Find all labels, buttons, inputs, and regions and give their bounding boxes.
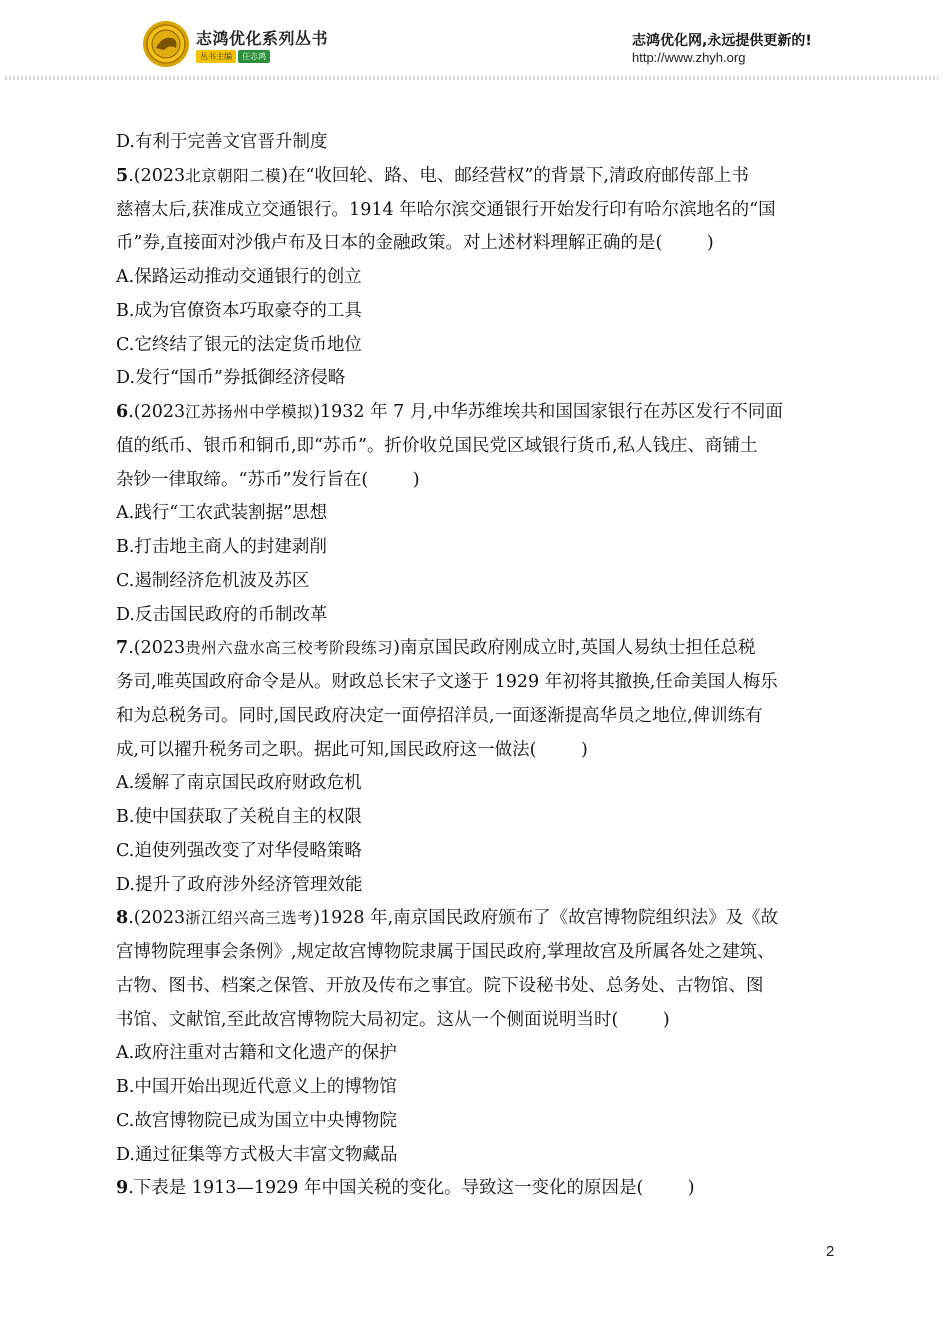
source-open: .( — [128, 402, 141, 422]
question-6-line-3: 杂钞一律取缔。“苏币”发行旨在( ) — [116, 469, 420, 490]
site-slogan: 志鸿优化网,永远提供更新的! — [632, 33, 812, 49]
source-open: .( — [128, 638, 141, 659]
source-year: 2023 — [140, 402, 186, 422]
question-stem: )1932 年 7 月,中华苏维埃共和国国家银行在苏区发行不同面 — [313, 402, 783, 422]
question-5-line-3: 币”券,直接面对沙俄卢布及日本的金融政策。对上述材料理解正确的是( ) — [116, 233, 714, 254]
option-a: A.践行“工农武装割据”思想 — [116, 503, 328, 524]
option-d: D.通过征集等方式极大丰富文物藏品 — [116, 1144, 398, 1165]
source-year: 2023 — [140, 908, 186, 929]
question-5-line-2: 慈禧太后,获准成立交通银行。1914 年哈尔滨交通银行开始发行印有哈尔滨地名的“国 — [116, 199, 776, 220]
question-7-line-4: 成,可以擢升税务司之职。据此可知,国民政府这一做法( ) — [116, 739, 588, 760]
question-stem: )在“收回轮、路、电、邮经营权”的背景下,清政府邮传部上书 — [281, 165, 749, 186]
option-d: D.发行“国币”券抵御经济侵略 — [116, 368, 346, 389]
option-a: A.缓解了南京国民政府财政危机 — [116, 773, 362, 794]
question-number: 6 — [116, 402, 129, 422]
site-url[interactable]: http://www.zhyh.org — [632, 50, 746, 65]
question-8-line-2: 宫博物院理事会条例》,规定故宫博物院隶属于国民政府,掌理故宫及所属各处之建筑、 — [116, 942, 775, 962]
brand-subtitle — [196, 50, 270, 63]
option-line: D.有利于完善文官晋升制度 — [116, 132, 328, 152]
source-open: .( — [128, 908, 141, 929]
question-8-line-3: 古物、图书、档案之保管、开放及传布之事宜。院下设秘书处、总务处、古物馆、图 — [116, 975, 764, 996]
option-c: C.迫使列强改变了对华侵略策略 — [116, 840, 362, 861]
question-number: 8 — [116, 908, 129, 929]
brand-editor: 任志鸿 — [238, 50, 270, 63]
option-b: B.使中国获取了关税自主的权限 — [116, 807, 362, 827]
question-8-line-1 — [116, 902, 836, 936]
question-number: 5 — [116, 165, 129, 186]
question-stem: )1928 年,南京国民政府颁布了《故宫博物院组织法》及《故 — [313, 908, 779, 929]
option-a: A.政府注重对古籍和文化遗产的保护 — [116, 1043, 397, 1064]
question-6-line-1 — [116, 396, 836, 430]
option-c: C.故宫博物院已成为国立中央博物院 — [116, 1110, 397, 1131]
option-d: D.反击国民政府的币制改革 — [116, 604, 328, 625]
question-stem: .下表是 1913—1929 年中国关税的变化。导致这一变化的原因是( ) — [128, 1178, 695, 1199]
page-number: 2 — [826, 1243, 835, 1260]
option-c: C.遏制经济危机波及苏区 — [116, 570, 310, 591]
question-source: 北京朝阳二模 — [185, 166, 282, 185]
page-header — [0, 0, 950, 82]
question-7-line-1 — [116, 632, 836, 666]
option-b: B.中国开始出现近代意义上的博物馆 — [116, 1077, 397, 1097]
question-content — [116, 126, 836, 1206]
source-year: 2023 — [140, 638, 186, 659]
option-c: C.它终结了银元的法定货币地位 — [116, 334, 362, 355]
question-number: 9 — [116, 1178, 129, 1199]
question-7-line-3: 和为总税务司。同时,国民政府决定一面停招洋员,一面逐渐提高华员之地位,俾训练有 — [116, 705, 763, 726]
option-b: B.成为官僚资本巧取豪夺的工具 — [116, 300, 362, 321]
source-open: .( — [128, 165, 141, 186]
question-source: 江苏扬州中学模拟 — [185, 403, 314, 421]
question-stem: )南京国民政府刚成立时,英国人易纨士担任总税 — [393, 638, 756, 659]
brand-logo-icon — [142, 20, 190, 68]
question-7-line-2: 务司,唯英国政府命令是从。财政总长宋子文遂于 1929 年初将其撤换,任命美国人梅乐 — [116, 672, 778, 692]
brand-title: 志鸿优化系列丛书 — [196, 29, 329, 48]
question-6-line-2: 值的纸币、银币和铜币,即“苏币”。折价收兑国民党区域银行货币,私人钱庄、商铺土 — [116, 435, 758, 456]
question-8-line-4: 书馆、文献馆,至此故宫博物院大局初定。这从一个侧面说明当时( ) — [116, 1009, 670, 1030]
option-a: A.保路运动推动交通银行的创立 — [116, 267, 362, 287]
header-divider — [5, 76, 938, 80]
source-year: 2023 — [140, 165, 186, 186]
question-number: 7 — [116, 638, 129, 659]
option-d: D.提升了政府涉外经济管理效能 — [116, 874, 363, 895]
question-5-line-1 — [116, 160, 836, 194]
brand-label: 丛书主编 — [196, 50, 236, 63]
question-source: 浙江绍兴高三选考 — [185, 909, 314, 928]
option-b: B.打击地主商人的封建剥削 — [116, 537, 327, 557]
question-source: 贵州六盘水高三校考阶段练习 — [185, 639, 394, 658]
question-9-line-1 — [116, 1172, 836, 1206]
